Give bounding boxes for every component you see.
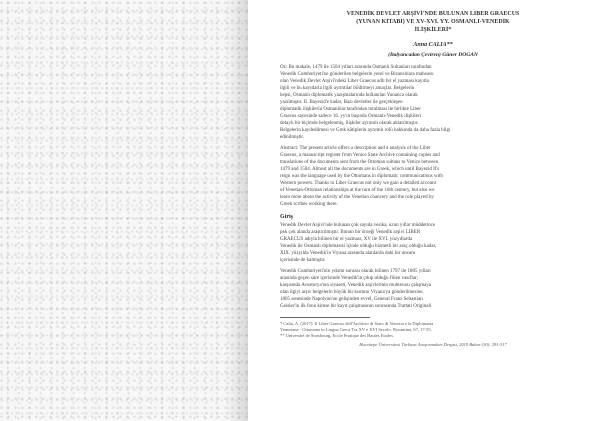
body-line: XIX. yüzyılda Venedik'in Viyana arasında alanlarda dahi bir unsuru <box>280 251 416 256</box>
body-line: içerisinde de kalmıştır. <box>280 258 326 263</box>
ozet-line: ilgili ve bu kayıtlarla ilgili ayrıntılar bildirmeyi amaçlar. Belgelerin <box>280 86 415 91</box>
title-line: İLİŞKİLERİ* <box>414 27 452 33</box>
abstract-line: Western powers. Thanks to Liber Graecus not only we gain a detailed account <box>280 181 436 186</box>
body-line: Venedik ile Osmanlı diplomasisi içinde olduğu hizmetli bir araç olduğu kadar, <box>280 244 437 249</box>
section-heading: Giriş <box>280 214 293 220</box>
body-line: Geisler'in ilk fonu kimse bir kayıt çalışmasının sonrasında Trattati Originali <box>280 304 432 309</box>
ozet-line: Venedik Cumhuriyeti'ne gönderilen belgelerin yerel ve Bizanslılara mahsusu <box>280 72 434 77</box>
footnote-line: Veneziana - Ottomana in Lingua Greca Tra XV e XVI Secolo. Byzantina, 67, 17-55. <box>280 327 432 332</box>
ozet-line: Öz: Bu makale, 1479 ile 1504 yılları arasında Osmanlı Sultanları tarafından <box>280 65 432 70</box>
ozet-line: yazılmıştır. II. Bayezid'e kadar, Bazı devletler ile gerçekleşen <box>280 100 403 105</box>
ozet-line: diplomatik ilişkilerin Osmanlılar tarafından tutulması ile birlikte Liber <box>280 107 421 112</box>
body-line: 1805 senesinde Napolyon'un gelişinden evvel, General Franz Sebastian <box>280 297 423 302</box>
author-name: Anna CALIA** <box>413 42 453 48</box>
body-line: karşısında Avusturya'nın siyaseti, Venedik arşivlerinin muhtevası çalışmaya <box>280 283 432 288</box>
abstract-line: 1479 and 1504. Almost all the documents are in Greek, which until Bayezid II's <box>280 167 440 172</box>
abstract-line: Graecus, a manuscript register from Venice State Archive containing copies and <box>280 153 440 158</box>
article-title <box>280 10 586 34</box>
ozet-line: hepsi, Osmanlı diplomatik yazışmalarında kullanılan Yunanca olarak <box>280 93 418 98</box>
ozet-line: Belgelerin kaydedilmesi ve Grek kâtiplerin ayrıntılı rolü hakkında da daha fazla bilgi <box>280 128 451 133</box>
abstract-line: reign was the language used by the Ottomans in diplomatic communications with <box>280 174 443 179</box>
footnote-line: ** Université de Strasbourg, Ecole Pratique des Hautes Etudes. <box>280 333 395 338</box>
body-line: arasında geçen süre içerisinde Venedik'in çıkıp olduğu fiilen vasıflar; <box>280 276 418 281</box>
ozet-line: edinilmiştir. <box>280 135 305 140</box>
body-paragraph-2 <box>280 268 586 310</box>
abstract-line: translations of the documents sent from the Ottoman sultans to Venice between <box>280 160 439 165</box>
title-line: (YUNAN KİTABI) VE XV-XVI. YY. OSMANLI-VENEDİK <box>356 19 510 25</box>
footnotes <box>280 321 586 339</box>
abstract-line: Abstract: The present article offers a description and a analysis of the Liber <box>280 146 431 151</box>
body-line: olan ilgiyi arşiv belgelerin büyük bir kısmını Viyana'ya gönderilmesine, <box>280 290 424 295</box>
body-line: Venedik Devlet Arşivi'nde bulunan çok sayıda vesika, uzun yıllar müddetince <box>280 223 436 228</box>
ozet-line: detaylı bir biçimde belgelenmiş, ilişkiler ayrıntılı olarak aktarılmıştır. <box>280 121 419 126</box>
body-line: pek çok alanda araştırılmıştır. Bunun bir örneği Venedik arşivi LIBER <box>280 230 421 235</box>
abstract-line: Greek scribes working there. <box>280 202 338 207</box>
ozet-line: olan Venedik Devlet Arşivi'ndeki Liber Graecus adlı bir el yazması kayıtla <box>280 79 429 84</box>
ozet-line: Graecus sayesinde sadece 16. yy'ın başında Osmanlı-Venedik ilişkileri <box>280 114 421 119</box>
footnote-divider <box>280 317 370 318</box>
translator-credit: (İtalyancadan Çeviren) Güner DOĞAN <box>388 52 478 58</box>
body-line: Venedik Cumhuriyeti'nin yıkımı sonrası olarak bilinen 1797 ile 1805 yılları <box>280 269 431 274</box>
body-paragraph-1 <box>280 222 586 264</box>
scan-binding-strip <box>0 0 248 421</box>
abstract-line: learn more about the activity of the Venetian chancery and the role played by <box>280 195 434 200</box>
abstract-line: of Venetian-Ottoman relationships at the turn of the 16th century, but also we <box>280 188 435 193</box>
ozet-abstract-tr <box>280 64 586 141</box>
paper-page <box>280 10 586 416</box>
footnote-line: * Calia, A. (2017). Il Liber Graecus dell'Archivio di Stato di Venezia e la Diplomazia <box>280 321 434 326</box>
body-line: GRAECUS adıyla bilinen bir el yazması, XV ile XVI. yüzyıllarda <box>280 237 413 242</box>
abstract-en <box>280 145 586 208</box>
journal-footer: Hacettepe Üniversitesi Türkiyat Araştırmaları Dergisi, 2019 Bahar (30): 291-317 <box>359 342 507 347</box>
title-line: VENEDİK DEVLET ARŞİVİ'NDE BULUNAN LIBER GRAECUS <box>346 11 520 17</box>
